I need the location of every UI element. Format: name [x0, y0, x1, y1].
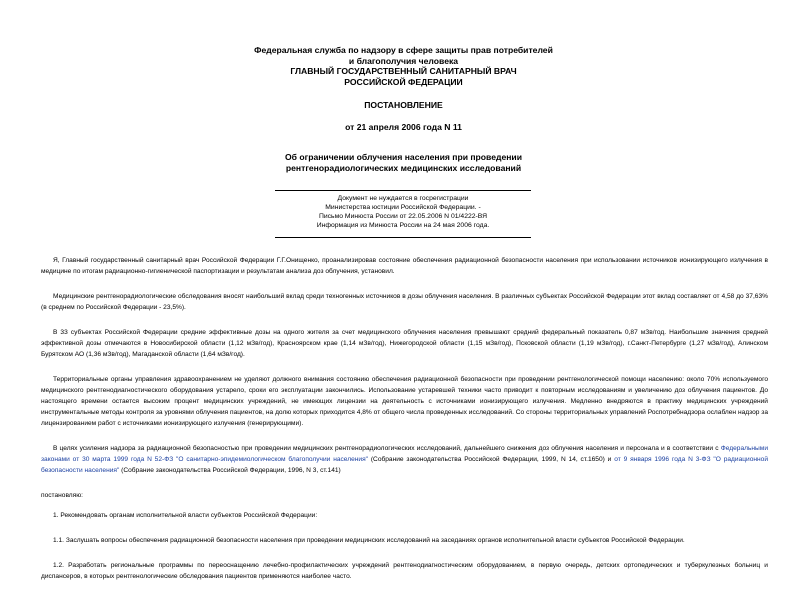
- paragraph-equipment: Территориальные органы управления здравоохранением не уделяют должного внимания состоянию обеспечения радиационной безопасности при проведении рентгенологической помощи населению: около 70% используемого медицинского рентгенодиагностического оборудования устарело, сроки его эксплуатации закончились. Использование устаревшей техники часто приводит к повторным исследованиям и увеличению доз облучения пациентов. До настоящего времени остается высоким процент медицинских учреждений, не имеющих лицензии на деятельность с источниками ионизирующего излучения. Медленно внедряются в практику медицинских учреждений инструментальные методы контроля за уровнями облучения пациентов, на долю которых приходится 4,8% от общего числа проведенных исследований. Со стороны территориальных управлений Роспотребнадзора ослаблен надзор за лицензированием работ с источниками ионизирующего излучения (генерирующими).: [41, 376, 768, 427]
- federal-law-52-link[interactable]: Федеральными законами от 30 марта 1999 года N 52-ФЗ "О санитарно-эпидемиологическом благополучии населения": [41, 445, 768, 463]
- paragraph-contribution: Медицинские рентгенорадиологические обследования вносят наибольший вклад среди техногенных источников в дозы облучения населения. В различных субъектах Российской Федерации этот вклад составляет от 4,58 до 37,63% (в среднем по Российской Федерации - 23,5%).: [41, 293, 768, 311]
- paragraph-item-1-1: 1.1. Заслушать вопросы обеспечения радиационной безопасности населения при проведении медицинских исследований на заседаниях органов исполнительной власти субъектов Российской Федерации.: [53, 537, 685, 544]
- decree-type: ПОСТАНОВЛЕНИЕ: [364, 100, 443, 110]
- legal-basis-end: (Собрание законодательства Российской Федерации, 1996, N 3, ст.141): [119, 467, 341, 474]
- official-title-line2: РОССИЙСКОЙ ФЕДЕРАЦИИ: [344, 76, 463, 87]
- official-title-line1: ГЛАВНЫЙ ГОСУДАРСТВЕННЫЙ САНИТАРНЫЙ ВРАЧ: [290, 66, 517, 77]
- paragraph-regional-doses: В 33 субъектах Российской Федерации средние эффективные дозы на одного жителя за счет медицинского облучения населения превышают средний федеральный показатель 0,87 мЗв/год. Наибольшие значения средней эффективной дозы отмечаются в Новосибирской области (1,12 мЗв/год), Красноярском крае (1,14 мЗв/год), Нижегородской области (1,15 мЗв/год), Псковской области (1,19 мЗв/год), г.Санкт-Петербурге (1,27 мЗв/год), Алинском Бурятском АО (1,36 мЗв/год), Магаданской области (1,64 мЗв/год).: [41, 329, 768, 358]
- legal-basis-start: В целях усиления надзора за радиационной безопасностью при проведении медицинских рентгенорадиологических исследований, дальнейшего снижения доз облучения населения и персонала и в соответствии с: [53, 445, 721, 452]
- paragraph-legal-basis: [41, 443, 768, 476]
- registration-note-line2: Министерства юстиции Российской Федерации. -: [325, 203, 481, 211]
- registration-note-line1: Документ не нуждается в госрегистрации: [337, 195, 469, 202]
- decree-subject-line2: рентгенорадиологических медицинских исследований: [285, 163, 522, 173]
- paragraph-item-1-2: 1.2. Разработать региональные программы по переоснащению лечебно-профилактических учреждений рентгенодиагностическим оборудованием, в первую очередь, детских ортопедических и туберкулезных больниц и диспансеров, в которых рентгенологические обследования пациентов применяются наиболее часто.: [41, 562, 768, 580]
- registration-note: [275, 190, 531, 238]
- registration-note-line4: Информация из Минюста России на 24 мая 2006 года.: [316, 221, 490, 229]
- decree-subject: [0, 152, 807, 174]
- federal-law-3-link[interactable]: от 9 января 1996 года N 3-ФЗ "О радиационной безопасности населения": [41, 456, 768, 474]
- legal-basis-mid: (Собрание законодательства Российской Федерации, 1999, N 14, ст.1650) и: [368, 456, 615, 463]
- agency-name-line2: и благополучия человека: [348, 55, 459, 66]
- paragraph-item-1: 1. Рекомендовать органам исполнительной власти субъектов Российской Федерации:: [53, 512, 318, 519]
- decree-subject-line1: Об ограничении облучения населения при проведении: [284, 152, 522, 162]
- paragraph-resolve: постановляю:: [41, 492, 84, 499]
- registration-note-line3: Письмо Минюста России от 22.05.2006 N 01/4222-ВЯ: [318, 212, 488, 220]
- decree-date: от 21 апреля 2006 года N 11: [345, 122, 462, 132]
- agency-name-line1: Федеральная служба по надзору в сфере защиты прав потребителей: [254, 45, 553, 55]
- agency-header: [0, 45, 807, 87]
- document-body: [41, 255, 768, 596]
- paragraph-findings: Я, Главный государственный санитарный врач Российской Федерации Г.Г.Онищенко, проанализировав состояние обеспечения радиационной безопасности населения при использовании источников ионизирующего излучения в медицине по итогам радиационно-гигиенической паспортизации и результатам анализа доз облучения, установил.: [41, 257, 768, 275]
